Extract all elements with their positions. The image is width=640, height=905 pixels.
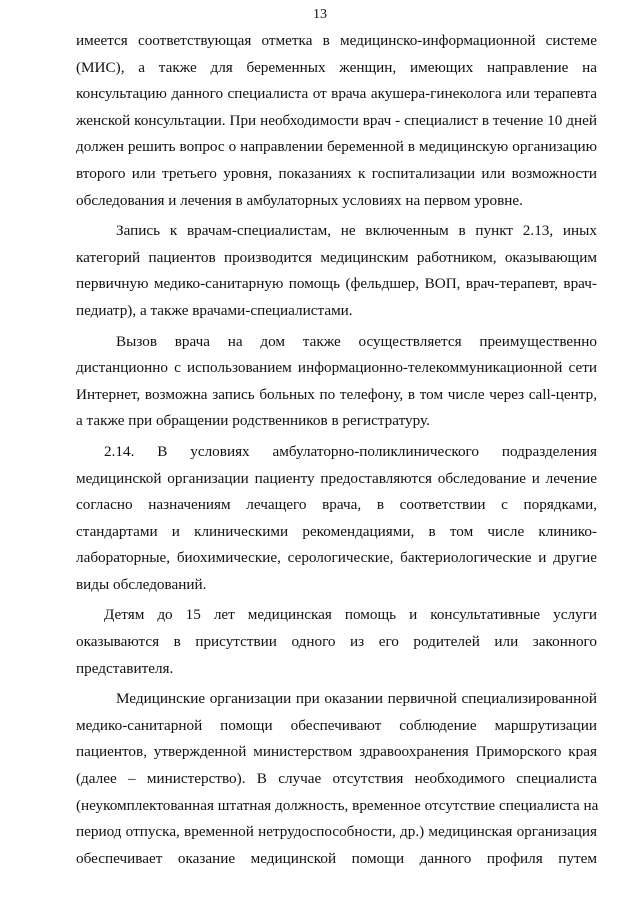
text-line: имеется соответствующая отметка в медицинско-информационной системе — [76, 32, 597, 49]
text-line: Детям до 15 лет медицинская помощь и консультативные услуги — [104, 606, 597, 624]
text-line: женской консультации. При необходимости врач - специалист в течение 10 дней — [76, 111, 597, 129]
text-line: пациентов, утвержденной министерством здравоохранения Приморского края — [76, 743, 597, 761]
text-line: (далее – министерство). В случае отсутствия необходимого специалиста — [76, 770, 597, 788]
text-line: дистанционно с использованием информационно-телекоммуникационной сети — [76, 359, 597, 377]
text-line: должен решить вопрос о направлении беременной в медицинскую организацию — [76, 138, 597, 156]
text-line: Вызов врача на дом также осуществляется преимущественно — [116, 332, 597, 350]
text-line: консультацию данного специалиста от врача акушера-гинеколога или терапевта — [76, 85, 597, 103]
text-line: обследования и лечения в амбулаторных условиях на первом уровне. — [76, 191, 523, 209]
text-line: медико-санитарной помощи обеспечивают соблюдение маршрутизации — [76, 716, 597, 734]
document-body — [76, 28, 597, 876]
text-line: педиатр), а также врачами-специалистами. — [76, 301, 353, 319]
text-line: первичную медико-санитарную помощь (фельдшер, ВОП, врач-терапевт, врач- — [76, 275, 597, 293]
text-line: обеспечивает оказание медицинской помощи данного профиля путем — [76, 849, 597, 867]
paragraph-routing — [76, 686, 597, 872]
paragraph-section-2-14 — [76, 439, 597, 599]
text-line: согласно назначениям лечащего врача, в соответствии с порядками, — [76, 496, 597, 514]
text-line: категорий пациентов производится медицинским работником, оказывающим — [76, 248, 597, 266]
text-line: 2.14. В условиях амбулаторно-поликлинического подразделения — [104, 442, 597, 460]
paragraph-continuation — [76, 28, 597, 214]
text-line: виды обследований. — [76, 575, 207, 593]
text-line: представителя. — [76, 659, 174, 677]
text-line: лабораторные, биохимические, серологические, бактериологические и другие — [76, 549, 597, 567]
text-line: Запись к врачам-специалистам, не включенным в пункт 2.13, иных — [116, 222, 597, 240]
paragraph-home-visit — [76, 329, 597, 435]
text-line: оказываются в присутствии одного из его родителей или законного — [76, 633, 597, 651]
text-line: второго или третьего уровня, показаниях к госпитализации или возможности — [76, 164, 597, 182]
text-line: (МИС), а также для беременных женщин, имеющих направление на — [76, 58, 597, 76]
paragraph-children-care — [76, 602, 597, 682]
text-line: Медицинские организации при оказании первичной специализированной — [116, 690, 597, 708]
text-line: Интернет, возможна запись больных по телефону, в том числе через call-центр, — [76, 385, 597, 403]
text-line: период отпуска, временной нетрудоспособности, др.) медицинская организация — [76, 823, 597, 841]
text-line: медицинской организации пациенту предоставляются обследование и лечение — [76, 469, 597, 487]
text-line: а также при обращении родственников в регистратуру. — [76, 412, 430, 430]
page-number: 13 — [313, 7, 327, 22]
text-line: (неукомплектованная штатная должность, временное отсутствие специалиста на — [76, 796, 599, 814]
paragraph-specialist-appointment — [76, 218, 597, 324]
text-line: стандартами и клиническими рекомендациями, в том числе клинико- — [76, 522, 597, 540]
